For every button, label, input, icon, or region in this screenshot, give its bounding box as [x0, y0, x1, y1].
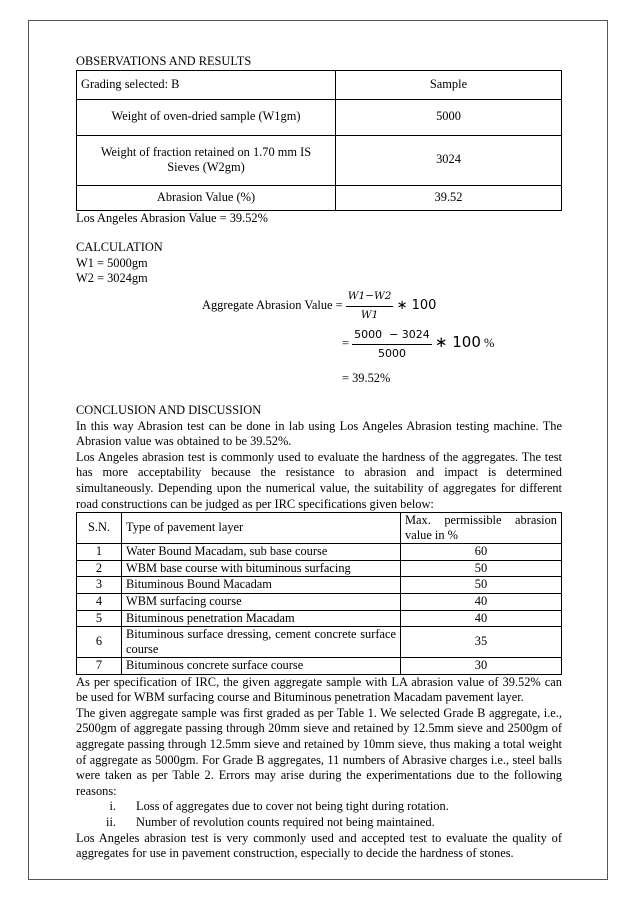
table-row	[77, 544, 562, 561]
table-cell: 3024	[336, 135, 562, 185]
table-header-cell: Max. permissible abrasion value in %	[401, 513, 562, 544]
table-cell: 35	[401, 627, 562, 658]
table-header-cell: S.N.	[77, 513, 122, 544]
table-cell: 40	[401, 593, 562, 610]
conclusion-heading: CONCLUSION AND DISCUSSION	[76, 402, 262, 417]
table-cell: 5	[77, 610, 122, 627]
formula-denominator: W1	[360, 308, 379, 321]
conclusion-paragraph-1: In this way Abrasion test can be done in lab using Los Angeles Abrasion testing machine. The Abrasion value was obtained to be 39.52%.	[76, 418, 562, 449]
table-header-cell: Sample	[336, 70, 562, 99]
list-item-text: Loss of aggregates due to cover not being tight during rotation.	[136, 799, 449, 814]
conclusion-paragraph-5: Los Angeles abrasion test is very commonly used and accepted test to evaluate the quality of aggregates for use in pavement construction, especially to decide the hardness of stones.	[76, 830, 562, 861]
table-cell: WBM surfacing course	[122, 593, 401, 610]
table-cell: 1	[77, 544, 122, 561]
table-cell: 4	[77, 593, 122, 610]
table-row	[77, 185, 562, 210]
list-item	[76, 815, 562, 831]
result-line: Los Angeles Abrasion Value = 39.52%	[76, 210, 268, 225]
table-cell: Bituminous penetration Macadam	[122, 610, 401, 627]
table-row	[77, 593, 562, 610]
table-row	[77, 658, 562, 675]
substitution-multiplier: ∗ 100	[434, 332, 481, 351]
table-row	[77, 627, 562, 658]
table-cell: Weight of fraction retained on 1.70 mm IS Sieves (W2gm)	[77, 135, 336, 185]
w2-line: W2 = 3024gm	[76, 271, 148, 286]
percent-sign: %	[484, 335, 495, 350]
table-header-cell: Type of pavement layer	[122, 513, 401, 544]
table-cell: 6	[77, 627, 122, 658]
table-cell: 50	[401, 577, 562, 594]
table-row	[77, 560, 562, 577]
w1-line: W1 = 5000gm	[76, 255, 148, 270]
table-cell: Bituminous surface dressing, cement concrete surface course	[122, 627, 401, 658]
table-cell: Weight of oven-dried sample (W1gm)	[77, 99, 336, 135]
table-cell: 7	[77, 658, 122, 675]
table-header-row	[77, 70, 562, 99]
table-row	[77, 99, 562, 135]
table-cell: WBM base course with bituminous surfacing	[122, 560, 401, 577]
list-item-number: ii.	[106, 815, 116, 830]
substitution-denominator: 5000	[377, 346, 406, 360]
conclusion-paragraph-3: As per specification of IRC, the given aggregate sample with LA abrasion value of 39.52% can be used for WBM surfacing course and Bituminous penetration Macadam pavement layer.	[76, 674, 562, 705]
formula-fraction	[346, 289, 394, 323]
table-cell: 39.52	[336, 185, 562, 210]
table-cell: 60	[401, 544, 562, 561]
table-cell: 40	[401, 610, 562, 627]
error-reasons-list	[76, 799, 562, 830]
formula-label: Aggregate Abrasion Value =	[202, 297, 343, 312]
substitution-numerator: 5000 − 3024	[352, 327, 432, 345]
formula-block	[76, 287, 562, 385]
table-header-cell: Grading selected: B	[77, 70, 336, 99]
table-cell: 5000	[336, 99, 562, 135]
table-cell: Abrasion Value (%)	[77, 185, 336, 210]
list-item-number: i.	[109, 799, 116, 814]
conclusion-paragraph-4: The given aggregate sample was first graded as per Table 1. We selected Grade B aggregate, i.e., 2500gm of aggregate passing through 20mm sieve and retained by 12.5mm sieve and 2500gm of aggregate passing through 12.5mm sieve and retained by 10mm sieve, thus making a total weight of aggregate as 5000gm. For Grade B aggregates, 11 numbers of Abrasive charges i.e., steel balls were taken as per Table 2. Errors may arise during the experimentations due to the following reasons:	[76, 705, 562, 798]
table-row	[77, 610, 562, 627]
list-item-text: Number of revolution counts required not being maintained.	[136, 815, 435, 830]
document-content	[76, 54, 562, 862]
table-cell: 3	[77, 577, 122, 594]
calculation-result: = 39.52%	[342, 370, 391, 385]
list-item	[76, 799, 562, 815]
table-row	[77, 135, 562, 185]
table-row	[77, 577, 562, 594]
substitution-fraction	[352, 327, 432, 361]
conclusion-paragraph-2: Los Angeles abrasion test is commonly used to evaluate the hardness of the aggregates. The test has more acceptability because the resistance to abrasion and impact is determined simultaneously. Depending upon the numerical value, the suitability of aggregates for different road constructions can be judged as per IRC specifications given below:	[76, 449, 562, 511]
table-cell: Water Bound Macadam, sub base course	[122, 544, 401, 561]
table-cell: 50	[401, 560, 562, 577]
table-cell: Bituminous concrete surface course	[122, 658, 401, 675]
formula-line-1	[202, 289, 436, 323]
irc-specification-table	[76, 512, 562, 675]
formula-numerator: W1−W2	[346, 289, 394, 307]
equals-sign: =	[342, 335, 349, 350]
observations-table	[76, 70, 562, 211]
table-cell: 30	[401, 658, 562, 675]
formula-line-2	[342, 327, 494, 361]
calculation-heading: CALCULATION	[76, 240, 163, 255]
table-header-row	[77, 513, 562, 544]
observations-heading: OBSERVATIONS AND RESULTS	[76, 54, 252, 68]
formula-multiplier: ∗ 100	[396, 297, 437, 313]
table-cell: Bituminous Bound Macadam	[122, 577, 401, 594]
table-cell: 2	[77, 560, 122, 577]
